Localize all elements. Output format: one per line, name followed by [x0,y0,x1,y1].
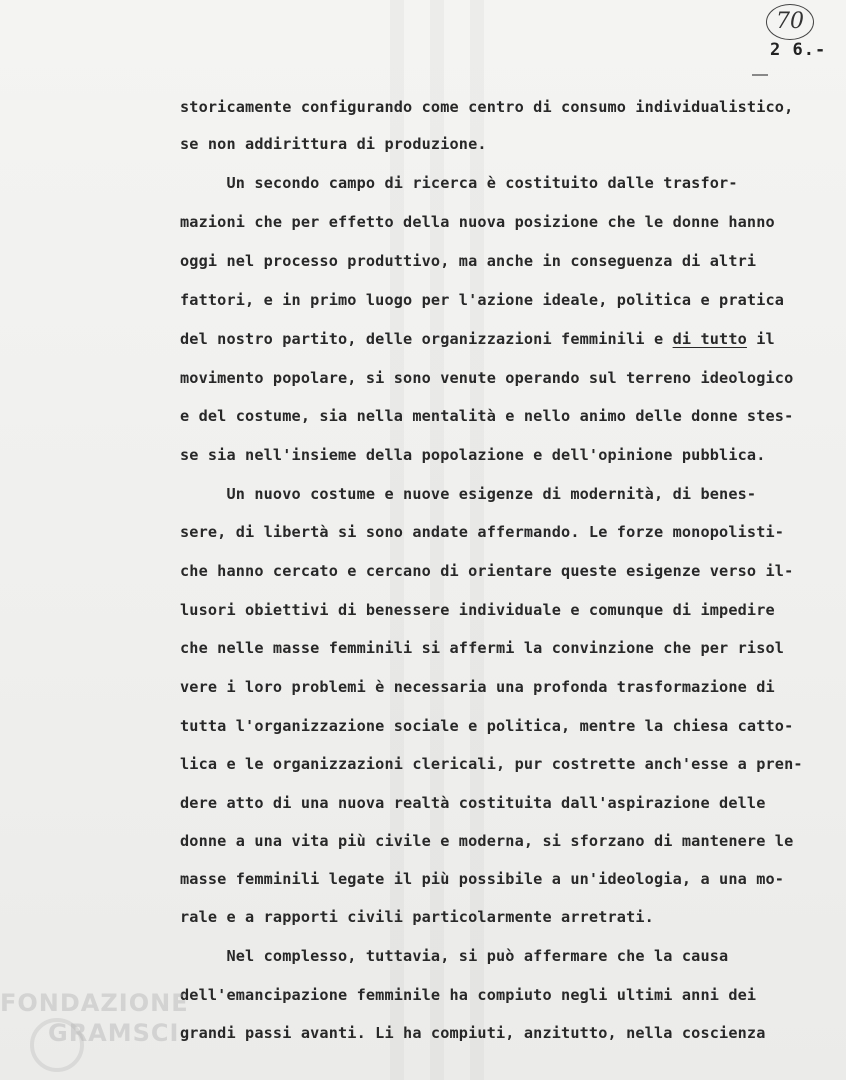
text-line-17: tutta l'organizzazione sociale e politica, mentre la chiesa catto- [180,717,794,735]
text-line-2: se non addirittura di produzione. [180,135,487,153]
text-line-13: che hanno cercato e cercano di orientare queste esigenze verso il- [180,562,794,580]
underlined-phrase: di tutto [672,330,747,348]
text-line-25: grandi passi avanti. Li ha compiuti, anzitutto, nella coscienza [180,1024,766,1042]
text-line-8: movimento popolare, si sono venute operando sul terreno ideologico [180,369,794,387]
text-line-6: fattori, e in primo luogo per l'azione ideale, politica e pratica [180,291,785,309]
watermark-line-1: FONDAZIONE [0,989,189,1017]
text-line-16: vere i loro problemi è necessaria una profonda trasformazione di [180,678,775,696]
text-line-12: sere, di libertà si sono andate affermando. Le forze monopolisti- [180,523,785,541]
text-line-22: rale e a rapporti civili particolarmente arretrati. [180,908,654,926]
text-line-7-tail: il [746,330,775,348]
text-line-11: Un nuovo costume e nuove esigenze di modernità, di benes- [180,485,757,503]
text-line-9: e del costume, sia nella mentalità e nello animo delle donne stes- [180,407,794,425]
page-number: 2 6.- [770,40,827,60]
text-line-7-head: del nostro partito, delle organizzazioni femminili e [180,330,673,348]
text-line-14: lusori obiettivi di benessere individuale e comunque di impedire [180,601,775,619]
archive-number-circle: 70 [766,4,814,40]
text-line-21: masse femminili legate il più possibile a un'ideologia, a una mo- [180,870,785,888]
watermark-logo [0,988,189,1048]
text-line-10: se sia nell'insieme della popolazione e dell'opinione pubblica. [180,446,766,464]
margin-dash [752,74,768,76]
text-line-15: che nelle masse femminili si affermi la convinzione che per risol [180,639,785,657]
text-line-1: storicamente configurando come centro di consumo individualistico, [180,98,794,116]
text-line-24: dell'emancipazione femminile ha compiuto negli ultimi anni dei [180,986,757,1004]
text-line-3: Un secondo campo di ricerca è costituito dalle trasfor- [180,174,738,192]
text-line-4: mazioni che per effetto della nuova posizione che le donne hanno [180,213,775,231]
text-line-20: donne a una vita più civile e moderna, si sforzano di mantenere le [180,832,794,850]
text-line-5: oggi nel processo produttivo, ma anche in conseguenza di altri [180,252,757,270]
watermark-line-2: GRAMSCI [48,1019,180,1047]
text-line-7 [180,329,775,349]
text-line-19: dere atto di una nuova realtà costituita dall'aspirazione delle [180,794,766,812]
text-line-23: Nel complesso, tuttavia, si può affermare che la causa [180,947,729,965]
text-line-18: lica e le organizzazioni clericali, pur costrette anch'esse a pren- [180,755,803,773]
